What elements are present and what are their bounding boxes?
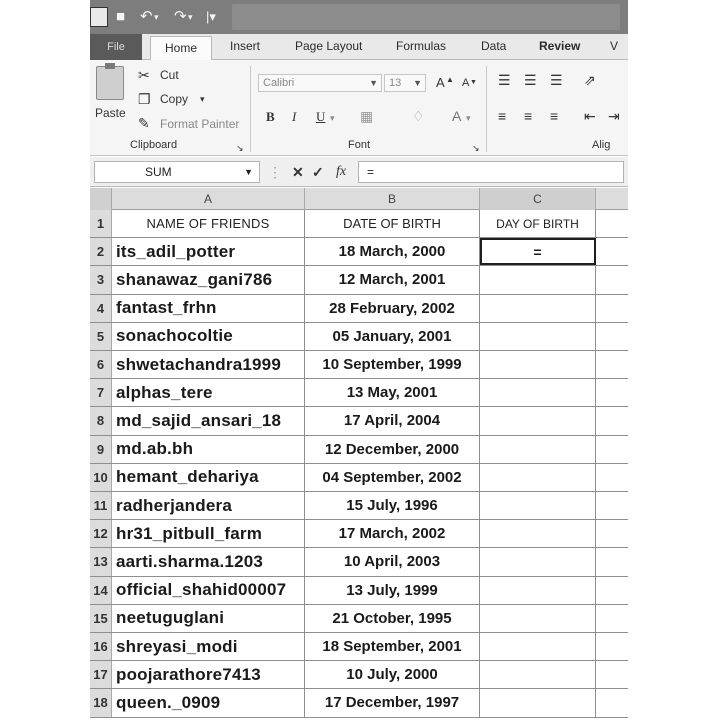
enter-icon[interactable]: ✓ <box>312 164 324 180</box>
table-row <box>90 379 628 407</box>
cell-day-of-birth[interactable] <box>480 379 596 406</box>
table-row <box>90 407 628 435</box>
cell-name[interactable]: alphas_tere <box>112 379 305 406</box>
align-top-icon[interactable]: ☰ <box>498 72 511 88</box>
format-painter-button[interactable]: Format Painter <box>160 117 240 131</box>
underline-button[interactable]: U <box>316 109 326 124</box>
cell-d[interactable] <box>596 351 628 378</box>
photo-border <box>628 0 720 720</box>
row-header[interactable]: 6 <box>90 351 112 378</box>
formula-input[interactable]: = <box>358 161 624 183</box>
worksheet-grid <box>90 188 628 720</box>
copy-dropdown-icon[interactable]: ▾ <box>200 94 205 104</box>
cell-date-of-birth[interactable]: 10 September, 1999 <box>305 351 480 378</box>
table-row <box>90 464 628 492</box>
paste-button[interactable]: Paste <box>95 106 126 120</box>
formula-bar-grip-icon: ⋮ <box>268 164 282 180</box>
row-header[interactable]: 17 <box>90 661 112 688</box>
table-row <box>90 295 628 323</box>
ribbon-tabs <box>90 34 628 60</box>
table-row <box>90 689 628 717</box>
cell-c1[interactable]: DAY OF BIRTH <box>480 210 596 237</box>
clipboard-group-label: Clipboard <box>130 139 178 151</box>
cell-date-of-birth[interactable]: 17 April, 2004 <box>305 407 480 434</box>
cell-name[interactable]: its_adil_potter <box>112 238 305 265</box>
tab-home[interactable]: Home <box>150 36 212 61</box>
cell-date-of-birth[interactable]: 05 January, 2001 <box>305 323 480 350</box>
table-row <box>90 548 628 576</box>
formula-bar <box>90 157 628 187</box>
clipboard-launcher-icon[interactable]: ↘ <box>236 143 244 153</box>
cell-name[interactable]: radherjandera <box>112 492 305 519</box>
tab-formulas[interactable]: Formulas <box>396 39 447 53</box>
cell-name[interactable]: sonachocoltie <box>112 323 305 350</box>
align-bottom-icon[interactable]: ☰ <box>550 72 563 88</box>
cell-name[interactable]: neetuguglani <box>112 605 305 632</box>
cell-date-of-birth[interactable]: 21 October, 1995 <box>305 605 480 632</box>
cell-date-of-birth[interactable]: 15 July, 1996 <box>305 492 480 519</box>
tab-file[interactable]: File <box>90 34 142 60</box>
cell-day-of-birth[interactable] <box>480 520 596 547</box>
cell-name[interactable]: official_shahid00007 <box>112 577 305 604</box>
table-row <box>90 351 628 379</box>
group-divider <box>250 66 251 152</box>
cell-d[interactable] <box>596 605 628 632</box>
row-header[interactable]: 4 <box>90 295 112 322</box>
paste-icon[interactable] <box>96 66 124 100</box>
cell-d[interactable] <box>596 689 628 716</box>
row-header[interactable]: 9 <box>90 436 112 463</box>
cell-day-of-birth[interactable] <box>480 492 596 519</box>
excel-window <box>90 0 628 720</box>
fill-color-icon[interactable]: ♢ <box>412 108 425 124</box>
row-header[interactable]: 2 <box>90 238 112 265</box>
cell-d[interactable] <box>596 661 628 688</box>
cell-day-of-birth[interactable] <box>480 295 596 322</box>
borders-icon[interactable]: ▦ <box>360 108 374 124</box>
table-row <box>90 266 628 294</box>
align-center-icon[interactable]: ≡ <box>524 108 533 124</box>
cell-date-of-birth[interactable]: 12 December, 2000 <box>305 436 480 463</box>
copy-icon[interactable]: ❐ <box>138 91 151 107</box>
cell-date-of-birth[interactable]: 04 September, 2002 <box>305 464 480 491</box>
cell-date-of-birth[interactable]: 12 March, 2001 <box>305 266 480 293</box>
table-row <box>90 661 628 689</box>
tab-view[interactable]: V <box>610 39 619 53</box>
save-icon[interactable]: ■ <box>116 8 126 25</box>
row-header[interactable]: 15 <box>90 605 112 632</box>
cell-name[interactable]: shwetachandra1999 <box>112 351 305 378</box>
table-row <box>90 323 628 351</box>
underline-dropdown-icon[interactable]: ▾ <box>330 113 335 123</box>
align-left-icon[interactable]: ≡ <box>498 108 507 124</box>
cell-date-of-birth[interactable]: 17 December, 1997 <box>305 689 480 716</box>
cell-d[interactable] <box>596 492 628 519</box>
column-header-d[interactable] <box>596 188 628 210</box>
row-header[interactable]: 1 <box>90 210 112 237</box>
cell-name[interactable]: fantast_frhn <box>112 295 305 322</box>
cut-button[interactable]: Cut <box>160 68 179 82</box>
font-launcher-icon[interactable]: ↘ <box>472 143 480 153</box>
undo-dropdown-icon[interactable]: ▾ <box>154 12 159 22</box>
cell-day-of-birth[interactable] <box>480 436 596 463</box>
table-row <box>90 436 628 464</box>
cell-d[interactable] <box>596 379 628 406</box>
cell-day-of-birth[interactable] <box>480 407 596 434</box>
tab-data[interactable]: Data <box>481 39 507 53</box>
cell-d[interactable] <box>596 266 628 293</box>
table-row <box>90 210 628 238</box>
cell-date-of-birth[interactable]: 13 July, 1999 <box>305 577 480 604</box>
cell-d[interactable] <box>596 407 628 434</box>
italic-button[interactable]: I <box>292 109 297 124</box>
cell-name[interactable]: shreyasi_modi <box>112 633 305 660</box>
cell-d[interactable] <box>596 633 628 660</box>
column-header-b[interactable]: B <box>305 188 480 210</box>
row-header[interactable]: 14 <box>90 577 112 604</box>
tab-insert[interactable]: Insert <box>230 39 261 53</box>
cut-icon[interactable]: ✂ <box>138 67 150 83</box>
select-all-button[interactable] <box>90 188 112 210</box>
font-color-button[interactable]: A <box>452 108 462 124</box>
chevron-down-icon: ▼ <box>244 167 253 177</box>
cell-name[interactable]: md_sajid_ansari_18 <box>112 407 305 434</box>
table-row <box>90 520 628 548</box>
insert-function-icon[interactable]: fx <box>336 164 347 179</box>
format-painter-icon[interactable]: ✎ <box>138 115 150 131</box>
cell-name[interactable]: hr31_pitbull_farm <box>112 520 305 547</box>
row-header[interactable]: 3 <box>90 266 112 293</box>
cell-day-of-birth[interactable] <box>480 633 596 660</box>
cell-day-of-birth[interactable] <box>480 323 596 350</box>
title-bar <box>232 4 620 30</box>
cell-name[interactable]: aarti.sharma.1203 <box>112 548 305 575</box>
tab-review[interactable]: Review <box>539 39 581 53</box>
cell-date-of-birth[interactable]: 10 July, 2000 <box>305 661 480 688</box>
cell-date-of-birth[interactable]: 18 March, 2000 <box>305 238 480 265</box>
grow-font-icon: ▲ <box>446 75 454 84</box>
chevron-down-icon: ▼ <box>413 78 422 88</box>
group-divider <box>486 66 487 152</box>
cell-day-of-birth[interactable]: = <box>480 238 596 265</box>
cell-date-of-birth[interactable]: 28 February, 2002 <box>305 295 480 322</box>
cell-day-of-birth[interactable] <box>480 605 596 632</box>
cell-name[interactable]: queen._0909 <box>112 689 305 716</box>
chevron-down-icon: ▼ <box>369 78 378 88</box>
copy-button[interactable]: Copy <box>160 92 189 106</box>
cell-day-of-birth[interactable] <box>480 661 596 688</box>
row-header[interactable]: 5 <box>90 323 112 350</box>
increase-indent-icon[interactable]: ⇥ <box>608 108 620 124</box>
font-name-combo[interactable] <box>258 74 382 92</box>
cell-d[interactable] <box>596 238 628 265</box>
font-color-dropdown-icon[interactable]: ▾ <box>466 113 471 123</box>
tab-page-layout[interactable]: Page Layout <box>295 39 363 53</box>
row-header[interactable]: 7 <box>90 379 112 406</box>
column-header-a[interactable]: A <box>112 188 305 210</box>
decrease-indent-icon[interactable]: ⇤ <box>584 108 596 124</box>
table-row <box>90 238 628 266</box>
cell-d[interactable] <box>596 436 628 463</box>
cell-d[interactable] <box>596 520 628 547</box>
align-right-icon[interactable]: ≡ <box>550 108 559 124</box>
bold-button[interactable]: B <box>266 109 275 124</box>
cell-day-of-birth[interactable] <box>480 548 596 575</box>
cell-d1[interactable] <box>596 210 628 237</box>
name-box[interactable] <box>94 161 260 183</box>
cell-name[interactable]: shanawaz_gani786 <box>112 266 305 293</box>
row-header[interactable]: 8 <box>90 407 112 434</box>
orientation-icon[interactable]: ⇗ <box>584 72 596 88</box>
cell-d[interactable] <box>596 577 628 604</box>
cell-d[interactable] <box>596 464 628 491</box>
cell-name[interactable]: poojarathore7413 <box>112 661 305 688</box>
font-name-value: Calibri <box>263 77 295 89</box>
cell-date-of-birth[interactable]: 13 May, 2001 <box>305 379 480 406</box>
alignment-group-label: Alig <box>592 139 611 151</box>
table-row <box>90 633 628 661</box>
table-row <box>90 577 628 605</box>
table-row <box>90 492 628 520</box>
row-header[interactable]: 13 <box>90 548 112 575</box>
customize-toolbar-icon[interactable]: |▾ <box>206 9 216 24</box>
font-size-value: 13 <box>389 77 402 89</box>
row-header[interactable]: 10 <box>90 464 112 491</box>
cell-date-of-birth[interactable]: 17 March, 2002 <box>305 520 480 547</box>
cell-day-of-birth[interactable] <box>480 689 596 716</box>
cell-d[interactable] <box>596 295 628 322</box>
name-box-value: SUM <box>145 165 172 179</box>
cell-a1[interactable]: NAME OF FRIENDS <box>112 210 305 237</box>
grow-font-button[interactable]: A <box>436 75 445 90</box>
column-header-c[interactable]: C <box>480 188 596 210</box>
shrink-font-button[interactable]: A <box>462 77 470 89</box>
align-middle-icon[interactable]: ☰ <box>524 72 537 88</box>
font-group-label: Font <box>348 139 371 151</box>
row-header[interactable]: 12 <box>90 520 112 547</box>
cell-d[interactable] <box>596 323 628 350</box>
cell-day-of-birth[interactable] <box>480 464 596 491</box>
ribbon <box>90 60 628 156</box>
cell-day-of-birth[interactable] <box>480 266 596 293</box>
excel-logo-icon <box>90 7 108 27</box>
row-header[interactable]: 16 <box>90 633 112 660</box>
row-header[interactable]: 11 <box>90 492 112 519</box>
cell-b1[interactable]: DATE OF BIRTH <box>305 210 480 237</box>
cell-date-of-birth[interactable]: 18 September, 2001 <box>305 633 480 660</box>
cell-name[interactable]: md.ab.bh <box>112 436 305 463</box>
cancel-icon[interactable]: ✕ <box>292 164 304 180</box>
row-header[interactable]: 18 <box>90 689 112 716</box>
shrink-font-icon: ▼ <box>470 79 477 86</box>
cell-day-of-birth[interactable] <box>480 577 596 604</box>
cell-day-of-birth[interactable] <box>480 351 596 378</box>
column-headers <box>90 188 628 210</box>
quick-access-toolbar <box>90 0 628 34</box>
undo-icon[interactable]: ↶ <box>140 8 153 25</box>
cell-date-of-birth[interactable]: 10 April, 2003 <box>305 548 480 575</box>
table-row <box>90 605 628 633</box>
font-size-combo[interactable] <box>384 74 426 92</box>
cell-name[interactable]: hemant_dehariya <box>112 464 305 491</box>
cell-d[interactable] <box>596 548 628 575</box>
redo-dropdown-icon[interactable]: ▾ <box>188 12 193 22</box>
redo-icon[interactable]: ↷ <box>174 8 187 25</box>
